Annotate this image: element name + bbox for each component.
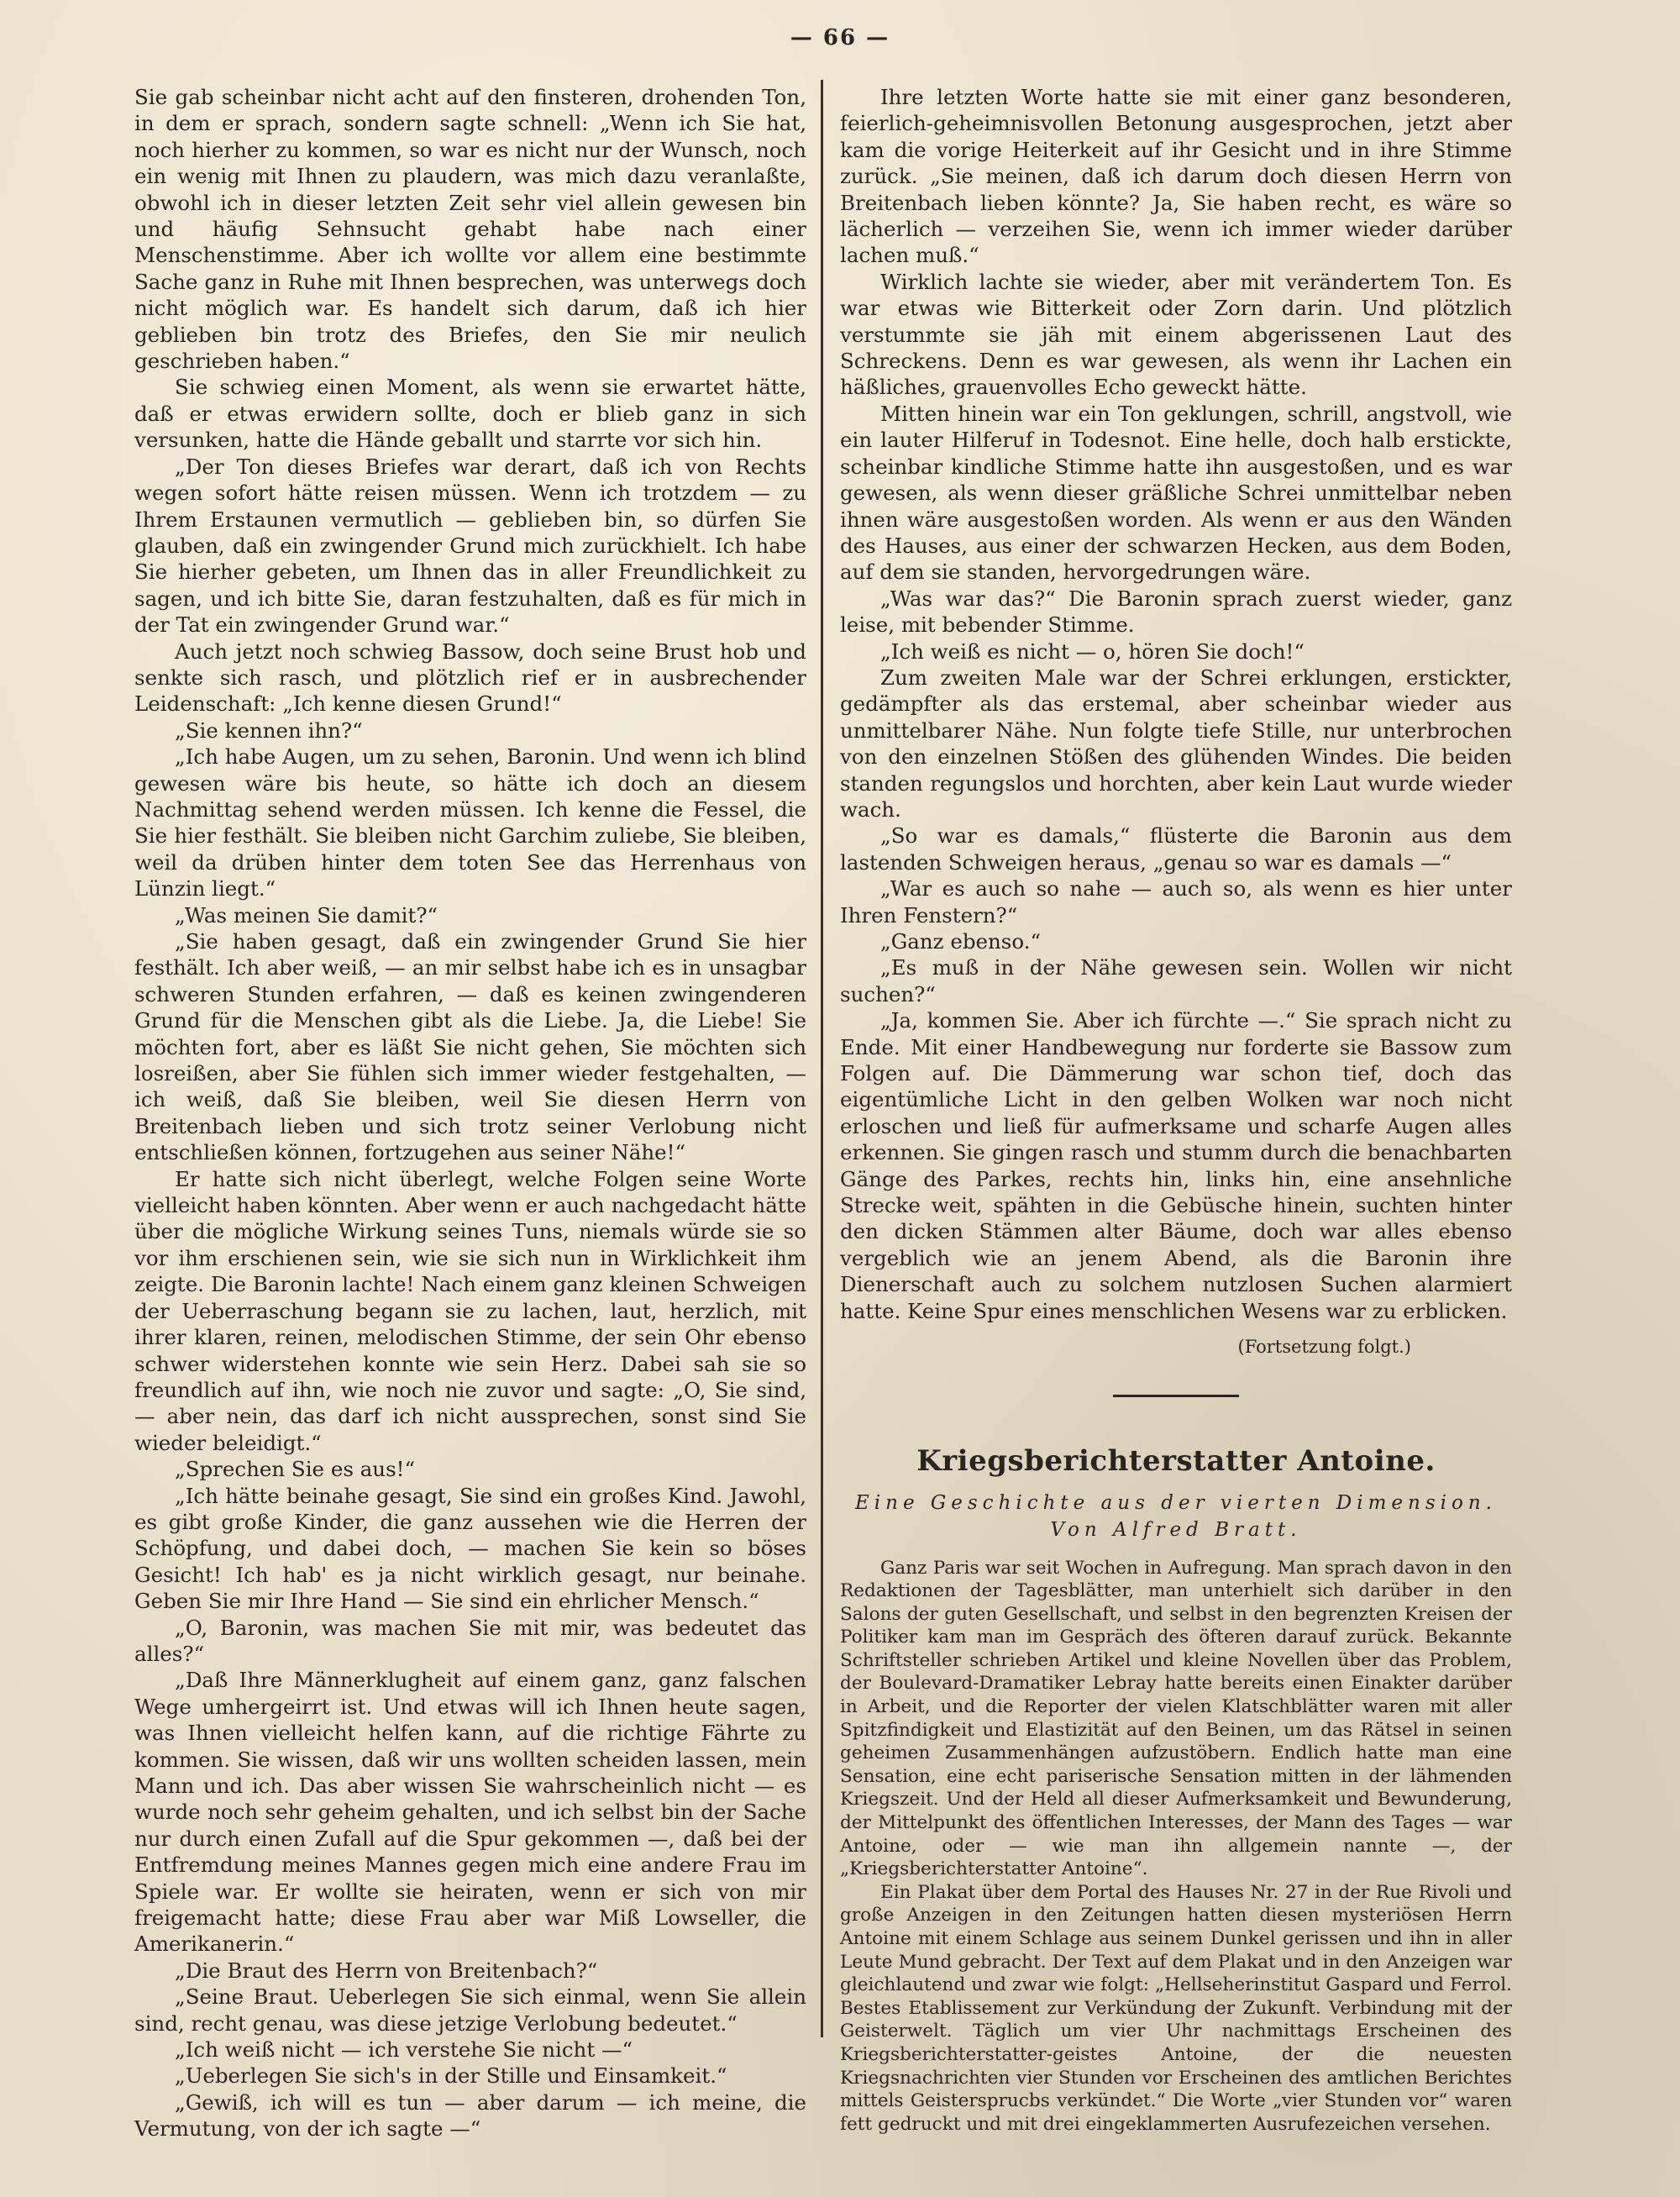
paragraph: „Ja, kommen Sie. Aber ich fürchte —.“ Sie sprach nicht zu Ende. Mit einer Handbewegung nur forderte sie Bassow zum Folgen auf. Die Dämmerung war schon tief, doch das eigentümliche Licht in den gelben Wolken war noch nicht erloschen und ließ für aufmerksame und scharfe Augen alles erkennen. Sie gingen rasch und stumm durch die benachbarten Gänge des Parkes, rechts hin, links hin, eine ansehnliche Strecke weit, spähten in die Gebüsche hinein, suchten hinter den dicken Stämmen alter Bäume, doch war alles ebenso vergeblich wie an jenem Abend, als die Baronin ihre Dienerschaft auch zu solchem nutzlosen Suchen alarmiert hatte. Keine Spur eines menschlichen Wesens war zu erblicken. bbox=[840, 1008, 1512, 1323]
paragraph: „So war es damals,“ flüsterte die Baronin aus dem lastenden Schweigen heraus, „genau so war es damals —“ bbox=[840, 823, 1512, 875]
story-paragraph: Ganz Paris war seit Wochen in Aufregung. Man sprach davon in den Redaktionen der Tagesblätter, man unterhielt sich darüber in den Salons der guten Gesellschaft, und selbst in den begrenzten Kreisen der Politiker kam man im Gespräch des öfteren darauf zurück. Bekannte Schriftsteller schrieben Artikel und kleine Novellen über das Problem, der Boulevard-Dramatiker Lebray hatte bereits einen Einakter darüber in Arbeit, und die Reporter der vielen Klatschblätter waren mit aller Spitzfindigkeit und Elastizität auf den Beinen, um das Rätsel in seinen geheimen Zusammenhängen aufzustöbern. Endlich hatte man eine Sensation, eine echt pariserische Sensation mitten in der lähmenden Kriegszeit. Und der Held all dieser Aufmerksamkeit und Bewunderung, der Mittelpunkt des öffentlichen Interesses, der Mann des Tages — war Antoine, oder — wie man ihn allgemein nannte —, der „Kriegsberichterstatter Antoine“. bbox=[840, 1557, 1512, 1880]
column-divider bbox=[821, 80, 823, 2037]
paragraph: „Ich habe Augen, um zu sehen, Baronin. Und wenn ich blind gewesen wäre bis heute, so hätte ich doch an diesem Nachmittag sehend werden müssen. Ich kenne die Fessel, die Sie hier festhält. Sie bleiben nicht Garchim zuliebe, Sie bleiben, weil da drüben hinter dem toten See das Herrenhaus von Lünzin liegt.“ bbox=[134, 744, 806, 901]
paragraph: „Daß Ihre Männerklugheit auf einem ganz, ganz falschen Wege umhergeirrt ist. Und etwas will ich Ihnen heute sagen, was Ihnen vielleicht helfen kann, auf die richtige Fährte zu kommen. Sie wissen, daß wir uns wollten scheiden lassen, mein Mann und ich. Das aber wissen Sie wahrscheinlich nicht — es wurde noch sehr geheim gehalten, und ich selbst bin der Sache nur durch einen Zufall auf die Spur gekommen —, daß bei der Entfremdung meines Mannes gegen mich eine andere Frau im Spiele war. Er wollte sie heiraten, wenn er sich von mir freigemacht hatte; diese Frau aber war Miß Lowseller, die Amerikanerin.“ bbox=[134, 1668, 806, 1957]
paragraph: „Ganz ebenso.“ bbox=[880, 929, 1042, 954]
paragraph: Auch jetzt noch schwieg Bassow, doch seine Brust hob und senkte sich rasch, und plötzlich rief er in ausbrechender Leidenschaft: „Ich kenne diesen Grund!“ bbox=[134, 639, 806, 717]
paragraph: „Es muß in der Nähe gewesen sein. Wollen wir nicht suchen?“ bbox=[840, 955, 1512, 1007]
to-be-continued-note: (Fortsetzung folgt.) bbox=[1237, 1337, 1411, 1358]
paragraph: „Ueberlegen Sie sich's in der Stille und Einsamkeit.“ bbox=[175, 2063, 727, 2089]
paragraph: Wirklich lachte sie wieder, aber mit verändertem Ton. Es war etwas wie Bitterkeit oder Zorn darin. Und plötzlich verstummte sie jäh mit einem abgerissenen Laut des Schreckens. Denn es war gewesen, als wenn ihr Lachen ein häßliches, grauenvolles Echo geweckt hätte. bbox=[840, 269, 1512, 400]
story-author: Von Alfred Bratt. bbox=[1050, 1518, 1302, 1541]
paragraph: „Seine Braut. Ueberlegen Sie sich einmal, wenn Sie allein sind, recht genau, was diese jetzige Verlobung bedeutet.“ bbox=[134, 1984, 806, 2036]
right-column bbox=[840, 84, 1512, 2136]
paragraph: „Sie kennen ihn?“ bbox=[175, 717, 363, 743]
paragraph: „O, Baronin, was machen Sie mit mir, was bedeutet das alles?“ bbox=[134, 1615, 806, 1666]
paragraph: „War es auch so nahe — auch so, als wenn es hier unter Ihren Fenstern?“ bbox=[840, 876, 1512, 928]
section-separator bbox=[1113, 1395, 1239, 1397]
paragraph: „Was war das?“ Die Baronin sprach zuerst wieder, ganz leise, mit bebender Stimme. bbox=[840, 586, 1512, 638]
paragraph: Sie gab scheinbar nicht acht auf den finsteren, drohenden Ton, in dem er sprach, sondern sagte schnell: „Wenn ich Sie hat, noch hierher zu kommen, so war es nicht nur der Wunsch, noch ein wenig mit Ihnen zu plaudern, was mich dazu veranlaßte, obwohl ich in dieser letzten Zeit sehr viel allein gewesen bin und häufig Sehnsucht gehabt habe nach einer Menschenstimme. Aber ich wollte vor allem eine bestimmte Sache ganz in Ruhe mit Ihnen besprechen, was unterwegs doch nicht möglich war. Es handelt sich darum, daß ich hier geblieben bin trotz des Briefes, den Sie mir neulich geschrieben haben.“ bbox=[134, 85, 806, 374]
paragraph: „Ich weiß es nicht — o, hören Sie doch!“ bbox=[880, 639, 1305, 664]
paragraph: „Die Braut des Herrn von Breitenbach?“ bbox=[175, 1958, 598, 1983]
story-paragraph: Ein Plakat über dem Portal des Hauses Nr. 27 in der Rue Rivoli und große Anzeigen in den Zeitungen hatten diesen mysteriösen Herrn Antoine mit einem Schlage aus seinem Dunkel gerissen und ihn in aller Leute Mund gebracht. Der Text auf dem Plakat und in den Anzeigen war gleichlautend und zwar wie folgt: „Hellseherinstitut Gaspard und Ferrol. Bestes Etablissement zur Verkündung der Zukunft. Verbindung mit der Geisterwelt. Täglich um vier Uhr nachmittags Erscheinen des Kriegsberichterstatter-geistes Antoine, der die neuesten Kriegsnachrichten vier Stunden vor Erscheinen des amtlichen Berichtes mittels Geistersprucbs verkündet.“ Die Worte „vier Stunden vor“ waren fett gedruckt und mit drei eingeklammerten Ausrufezeichen versehen. bbox=[840, 1881, 1512, 2135]
left-column bbox=[134, 84, 806, 2142]
story-subtitle: Eine Geschichte aus der vierten Dimension. bbox=[855, 1491, 1497, 1514]
page-number: — 66 — bbox=[790, 25, 890, 50]
paragraph: Zum zweiten Male war der Schrei erklungen, erstickter, gedämpfter als das erstemal, aber scheinbar wieder aus unmittelbarer Nähe. Nun folgte tiefe Stille, nur unterbrochen von den einzelnen Stößen des glühenden Windes. Die beiden standen regungslos und horchten, aber kein Laut wurde wieder wach. bbox=[840, 665, 1512, 822]
paragraph: „Der Ton dieses Briefes war derart, daß ich von Rechts wegen sofort hätte reisen müssen. Wenn ich trotzdem — zu Ihrem Erstaunen vermutlich — geblieben bin, so dürfen Sie glauben, daß ein zwingender Grund mich zurückhielt. Ich habe Sie hierher gebeten, um Ihnen das in aller Freundlichkeit zu sagen, und ich bitte Sie, daran festzuhalten, daß es für mich in der Tat ein zwingender Grund war.“ bbox=[134, 454, 806, 638]
paragraph: „Ich weiß nicht — ich verstehe Sie nicht —“ bbox=[175, 2037, 633, 2063]
paragraph: „Was meinen Sie damit?“ bbox=[175, 902, 438, 928]
paragraph: Sie schwieg einen Moment, als wenn sie erwartet hätte, daß er etwas erwidern sollte, doch er blieb ganz in sich versunken, hatte die Hände geballt und starrte vor sich hin. bbox=[134, 375, 806, 453]
paragraph: „Sprechen Sie es aus!“ bbox=[175, 1457, 416, 1482]
paragraph: Mitten hinein war ein Ton geklungen, schrill, angstvoll, wie ein lauter Hilferuf in Todesnot. Eine helle, doch halb erstickte, scheinbar kindliche Stimme hatte ihn ausgestoßen, und es war gewesen, als wenn dieser gräßliche Schrei unmittelbar neben ihnen wäre ausgestoßen worden. Als wenn er aus den Wänden des Hauses, aus einer der schwarzen Hecken, aus dem Boden, auf dem sie standen, hervorgedrungen wäre. bbox=[840, 401, 1512, 585]
paragraph: „Sie haben gesagt, daß ein zwingender Grund Sie hier festhält. Ich aber weiß, — an mir selbst habe ich es in unsagbar schweren Stunden erfahren, — daß es keinen zwingenderen Grund für die Menschen gibt als die Liebe. Ja, die Liebe! Sie möchten fort, aber es läßt Sie nicht gehen, Sie möchten sich losreißen, aber Sie fühlen sich immer wieder festgehalten, — ich weiß, daß Sie bleiben, weil Sie diesen Herrn von Breitenbach lieben und sich trotz seiner Verlobung nicht entschließen können, fortzugehen aus seiner Nähe!“ bbox=[134, 929, 806, 1165]
story-title: Kriegsberichterstatter Antoine. bbox=[916, 1443, 1436, 1478]
paragraph: „Gewiß, ich will es tun — aber darum — ich meine, die Vermutung, von der ich sagte —“ bbox=[134, 2089, 806, 2142]
paragraph: „Ich hätte beinahe gesagt, Sie sind ein großes Kind. Jawohl, es gibt große Kinder, die ganz aussehen wie die Herren der Schöpfung, und dabei doch, — machen Sie kein so böses Gesicht! Ich hab' es ja nicht wirklich gesagt, nur beinahe. Geben Sie mir Ihre Hand — Sie sind ein ehrlicher Mensch.“ bbox=[134, 1483, 806, 1614]
paragraph: Er hatte sich nicht überlegt, welche Folgen seine Worte vielleicht haben könnten. Aber wenn er auch nachgedacht hätte über die mögliche Wirkung seines Tuns, niemals würde sie so vor ihm erschienen sein, wie sie sich nun in Wirklichkeit ihm zeigte. Die Baronin lachte! Nach einem ganz kleinen Schweigen der Ueberraschung begann sie zu lachen, laut, herzlich, mit ihrer klaren, reinen, melodischen Stimme, der sein Ohr ebenso schwer widerstehen konnte wie sein Herz. Dabei sah sie so freundlich auf ihn, wie noch nie zuvor und sagte: „O, Sie sind, — aber nein, das darf ich nicht aussprechen, sonst sind Sie wieder beleidigt.“ bbox=[134, 1166, 806, 1455]
paragraph: Ihre letzten Worte hatte sie mit einer ganz besonderen, feierlich-geheimnisvollen Betonung ausgesprochen, jetzt aber kam die vorige Heiterkeit auf ihr Gesicht und in ihre Stimme zurück. „Sie meinen, daß ich darum doch diesen Herrn von Breitenbach lieben könnte? Ja, Sie haben recht, es wäre so lächerlich — verzeihen Sie, wenn ich immer wieder darüber lachen muß.“ bbox=[840, 85, 1512, 268]
